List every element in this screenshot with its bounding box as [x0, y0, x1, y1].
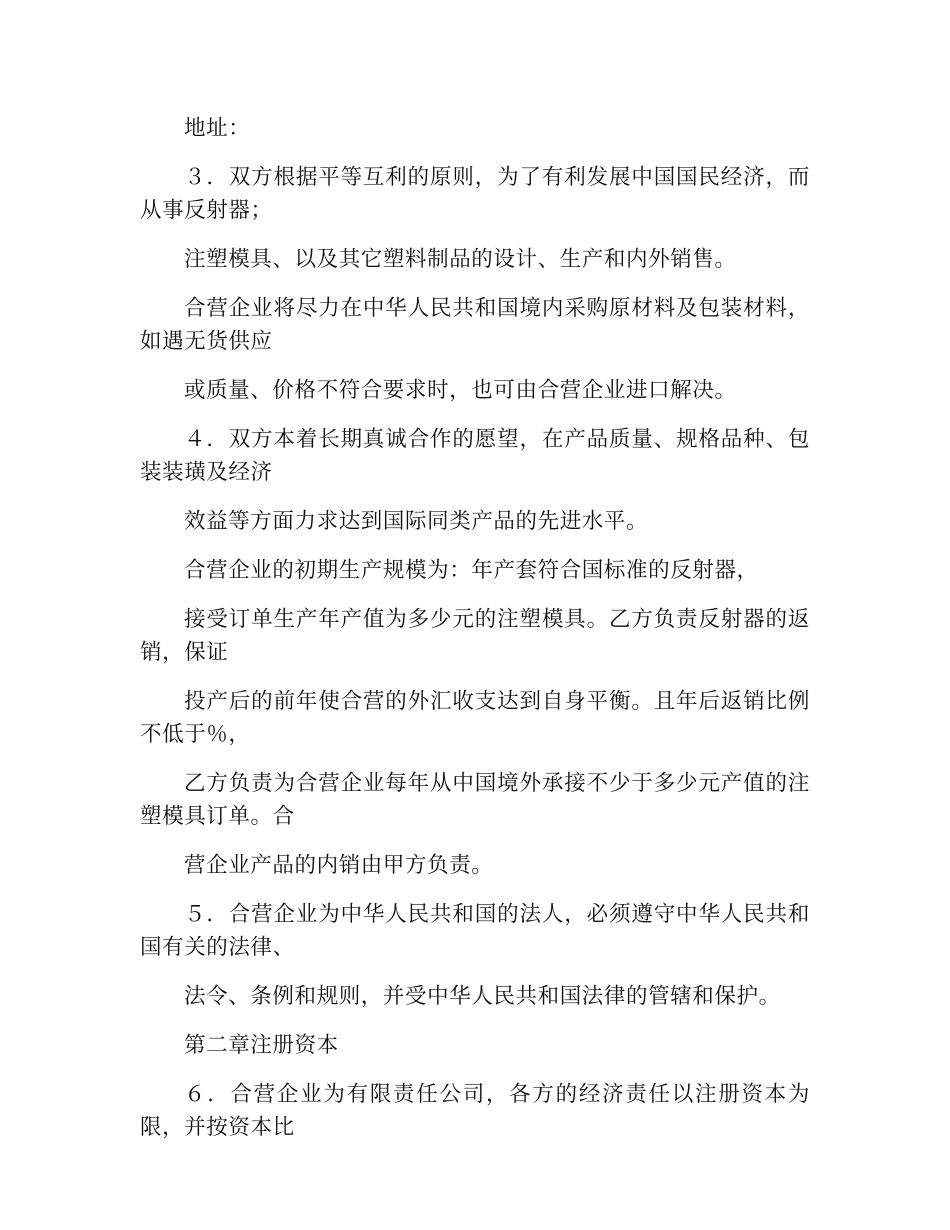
paragraph-clause-4: ４．双方本着长期真诚合作的愿望，在产品质量、规格品种、包装装璜及经济	[140, 427, 810, 485]
paragraph-products: 注塑模具、以及其它塑料制品的设计、生产和内外销售。	[184, 247, 737, 272]
paragraph-jurisdiction: 法令、条例和规则，并受中华人民共和国法律的管辖和保护。	[184, 984, 781, 1009]
document-body	[140, 112, 810, 1160]
paragraph-address: 地址：	[184, 116, 251, 141]
paragraph-import: 或质量、价格不符合要求时，也可由合营企业进口解决。	[184, 378, 737, 403]
chapter-heading: 第二章注册资本	[184, 1033, 339, 1058]
paragraph-scale: 合营企业的初期生产规模为：年产套符合国标准的反射器，	[184, 558, 759, 583]
paragraph-clause-5: ５．合营企业为中华人民共和国的法人，必须遵守中华人民共和国有关的法律、	[140, 902, 810, 960]
paragraph-clause-3: ３．双方根据平等互利的原则，为了有利发展中国国民经济，而从事反射器；	[140, 165, 810, 223]
paragraph-forex: 投产后的前年使合营的外汇收支达到自身平衡。且年后返销比例不低于％，	[140, 689, 810, 747]
paragraph-domestic-sales: 营企业产品的内销由甲方负责。	[184, 853, 494, 878]
paragraph-orders: 接受订单生产年产值为多少元的注塑模具。乙方负责反射器的返销，保证	[140, 607, 810, 665]
paragraph-mold-orders: 乙方负责为合营企业每年从中国境外承接不少于多少元产值的注塑模具订单。合	[140, 771, 810, 829]
paragraph-standard: 效益等方面力求达到国际同类产品的先进水平。	[184, 509, 649, 534]
paragraph-procurement: 合营企业将尽力在中华人民共和国境内采购原材料及包装材料，如遇无货供应	[140, 296, 810, 354]
paragraph-clause-6: ６．合营企业为有限责任公司，各方的经济责任以注册资本为限，并按资本比	[140, 1082, 810, 1140]
